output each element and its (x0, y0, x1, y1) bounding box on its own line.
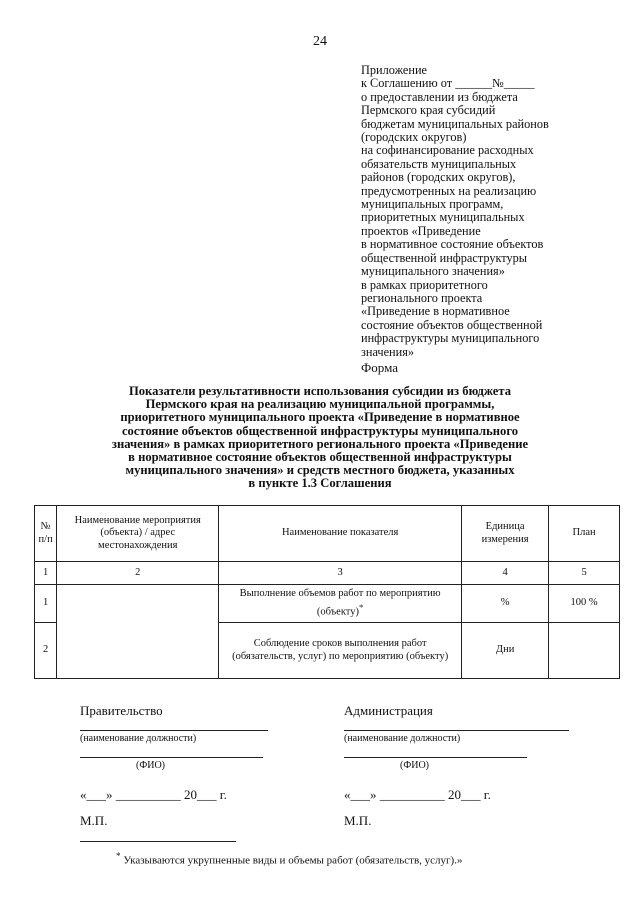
title-line: в пункте 1.3 Соглашения (248, 476, 392, 491)
row-unit: Дни (462, 623, 549, 679)
appendix-line: значения» (361, 344, 415, 359)
signature-line (344, 757, 527, 758)
row-num: 2 (35, 623, 57, 679)
left-seal: М.П. (80, 813, 108, 828)
column-numbers-row (35, 562, 620, 585)
row-unit: % (462, 585, 549, 623)
appendix-line: общественной инфраструктуры (361, 250, 528, 265)
right-seal: М.П. (344, 813, 372, 828)
appendix-line: на софинансирование расходных (361, 143, 534, 158)
table-header-row (35, 506, 620, 562)
appendix-line: в рамках приоритетного (361, 277, 488, 292)
form-label: Форма (361, 360, 398, 375)
appendix-line: состояние объектов общественной (361, 317, 543, 332)
indicators-table (34, 505, 620, 679)
right-signatory-title: Администрация (344, 703, 433, 718)
table-row (35, 585, 620, 623)
appendix-line: Пермского края субсидий (361, 103, 496, 118)
appendix-line: муниципальных программ, (361, 197, 504, 212)
appendix-line: (городских округов) (361, 130, 467, 145)
appendix-line: предусмотренных на реализацию (361, 183, 537, 198)
appendix-line: регионального проекта (361, 290, 483, 305)
col-number: 3 (219, 562, 462, 585)
header-object: Наименование мероприятия (объекта) / адрес местонахождения (57, 506, 219, 562)
header-num: № п/п (35, 506, 57, 562)
right-fio-caption: (ФИО) (400, 760, 430, 771)
signature-line (80, 730, 268, 731)
right-date: «___» __________ 20___ г. (344, 787, 491, 802)
title-line: Показатели результативности использования субсидии из бюджета (128, 384, 512, 398)
appendix-header (361, 64, 621, 359)
header-unit: Единица измерения (462, 506, 549, 562)
page-number: 24 (313, 34, 327, 49)
appendix-line: «Приведение в нормативное (361, 304, 510, 319)
footnote-text: Указываются укрупненные виды и объемы работ (обязательств, услуг).» (123, 854, 463, 867)
appendix-line: муниципального значения» (361, 264, 505, 279)
header-plan: План (549, 506, 620, 562)
left-date: «___» __________ 20___ г. (80, 787, 227, 802)
appendix-line: инфраструктуры муниципального (361, 331, 540, 346)
appendix-line: о предоставлении из бюджета (361, 89, 518, 104)
left-fio-caption: (ФИО) (136, 760, 166, 771)
signature-line (80, 757, 263, 758)
signature-line (344, 730, 569, 731)
title-line: значения» в рамках приоритетного регионального проекта «Приведение (111, 436, 529, 451)
appendix-line: обязательств муниципальных (361, 156, 517, 171)
title-line: приоритетного муниципального проекта «Приведение в нормативное (120, 410, 520, 425)
footnote-mark: * (359, 601, 364, 612)
appendix-line: проектов «Приведение (361, 223, 481, 238)
document-title (70, 385, 570, 491)
footnote (116, 851, 462, 867)
left-position-caption: (наименование должности) (80, 733, 197, 744)
title-line: состояние объектов общественной инфраструктуры муниципального (121, 423, 519, 438)
row-indicator (219, 585, 462, 623)
appendix-line: приоритетных муниципальных (361, 210, 525, 225)
title-line: в нормативное состояние объектов общественной инфраструктуры (128, 450, 512, 465)
right-position-caption: (наименование должности) (344, 733, 461, 744)
col-number: 5 (549, 562, 620, 585)
indicator-text: Выполнение объемов работ по мероприятию (объекту) (239, 588, 441, 618)
footnote-mark: * (116, 851, 121, 861)
title-line: муниципального значения» и средств местного бюджета, указанных (125, 463, 515, 478)
title-line: Пермского края на реализацию муниципальной программы, (145, 397, 495, 412)
row-plan (549, 623, 620, 679)
col-number: 2 (57, 562, 219, 585)
appendix-line: бюджетам муниципальных районов (361, 116, 549, 131)
row-plan: 100 % (549, 585, 620, 623)
col-number: 4 (462, 562, 549, 585)
appendix-line: Приложение (361, 63, 427, 77)
footnote-separator (80, 841, 236, 842)
header-indicator: Наименование показателя (219, 506, 462, 562)
col-number: 1 (35, 562, 57, 585)
row-indicator: Соблюдение сроков выполнения работ (обязательств, услуг) по мероприятию (объекту) (219, 623, 462, 679)
appendix-line: районов (городских округов), (361, 170, 516, 185)
appendix-line: в нормативное состояние объектов (361, 237, 544, 252)
appendix-line: к Соглашению от ______№_____ (361, 76, 535, 91)
object-cell (57, 585, 219, 679)
left-signatory-title: Правительство (80, 703, 163, 718)
row-num: 1 (35, 585, 57, 623)
